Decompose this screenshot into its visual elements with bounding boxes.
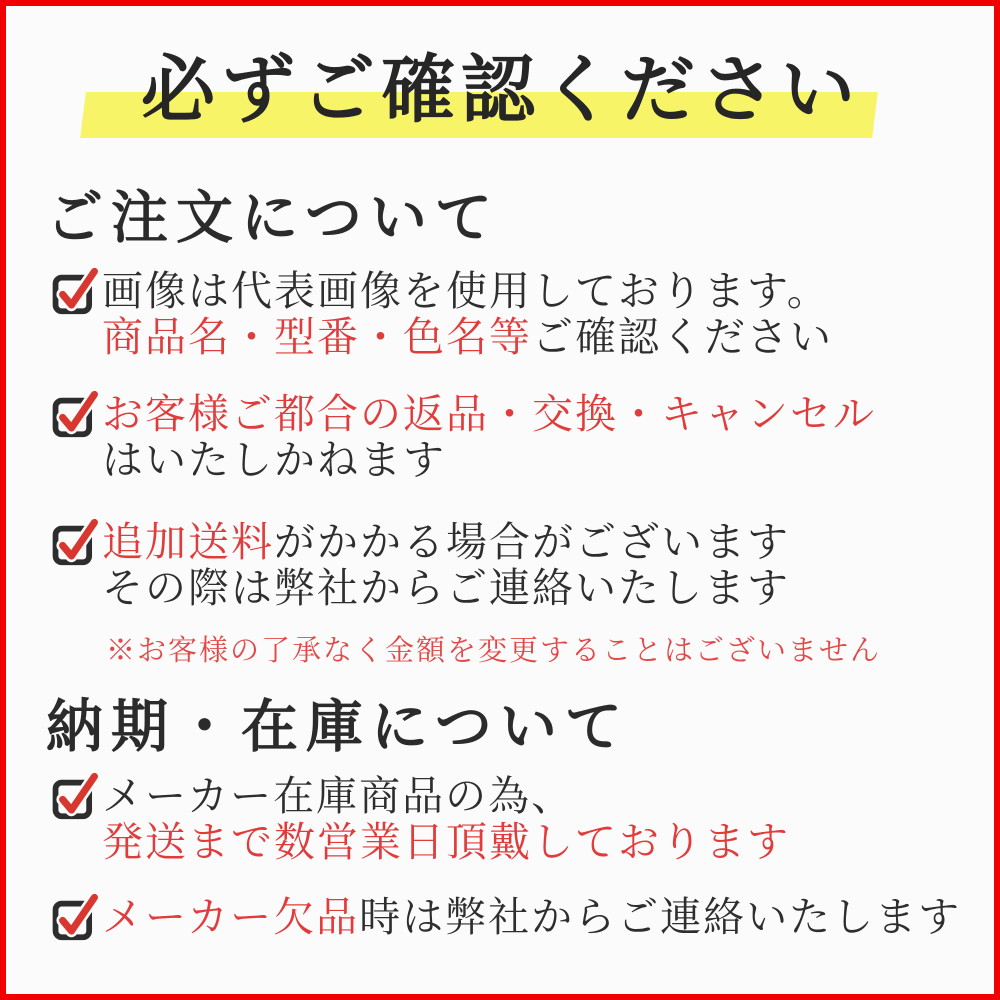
list-item-maker-stock (52, 774, 956, 866)
item-line (102, 392, 876, 438)
item-text-red: お客様ご都合の返品・交換・キャンセル (102, 390, 876, 439)
checkbox-icon (52, 516, 98, 566)
checkbox-icon (52, 891, 98, 941)
item-line (102, 820, 790, 866)
item-line (102, 269, 833, 315)
fine-print-note: ※お客様の了承なく金額を変更することはございません (106, 632, 882, 667)
section-heading-stock: 納期・在庫について (46, 692, 630, 760)
item-line (102, 774, 790, 820)
item-line (102, 520, 881, 566)
item-text: メーカー在庫商品の為、 (102, 772, 575, 821)
item-text: 時は弊社からご連絡いたします (359, 892, 962, 941)
list-item-maker-shortage (52, 892, 962, 941)
item-text: はいたしかねます (102, 436, 446, 485)
checkbox-icon (52, 265, 98, 315)
item-text: がかかる場合がございます (274, 518, 790, 567)
title-banner (46, 42, 956, 138)
section-heading-order: ご注文について (46, 184, 500, 252)
item-text: ご確認ください (532, 313, 833, 362)
list-item-returns (52, 392, 956, 484)
item-line (102, 563, 881, 612)
item-line (102, 892, 962, 941)
item-text: 画像は代表画像を使用しております。 (102, 267, 830, 316)
item-text-red: メーカー欠品 (102, 892, 360, 941)
item-text-red: 商品名・型番・色名等 (102, 313, 532, 362)
page-title: 必ずご確認ください (141, 47, 861, 133)
checkbox-icon (52, 770, 98, 820)
list-item-extra-shipping (52, 520, 956, 669)
item-text-red: 追加送料 (102, 518, 274, 567)
item-text-red: 発送まで数営業日頂戴しております (102, 818, 790, 867)
item-text: その際は弊社からご連絡いたします (102, 563, 790, 612)
item-line (102, 315, 833, 361)
checkbox-icon (52, 388, 98, 438)
item-line (102, 438, 876, 484)
list-item-representative-image (52, 269, 956, 361)
